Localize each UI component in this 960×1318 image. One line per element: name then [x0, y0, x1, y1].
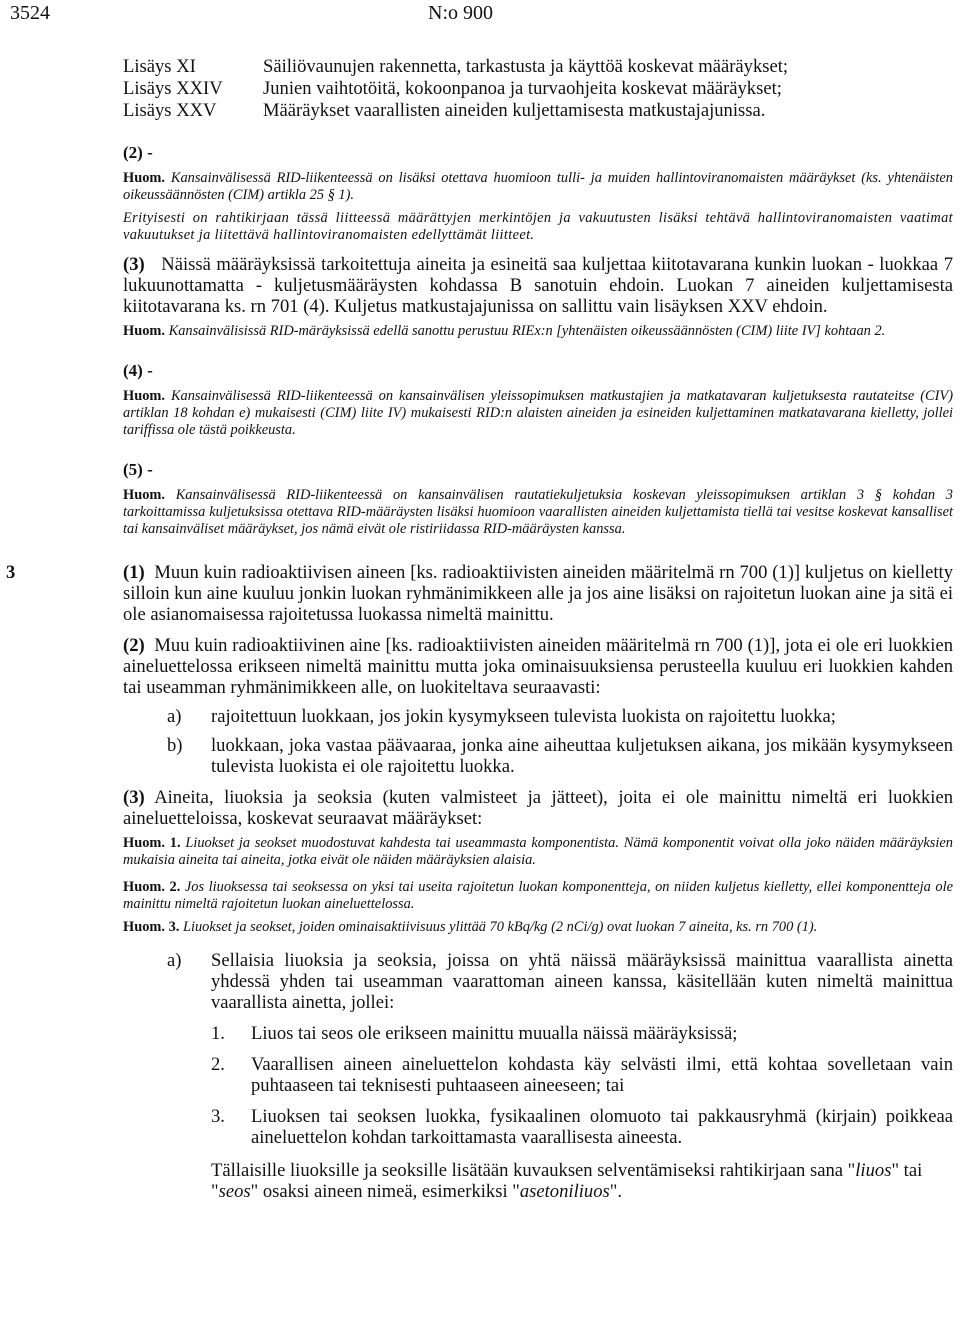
additions-list [123, 56, 953, 122]
tail-emphasis: liuos [855, 1160, 892, 1181]
tail-text: Tällaisille liuoksille ja seoksille lisätään kuvauksen selventämiseksi rahtikirjaan sana " [211, 1160, 856, 1181]
tail-text: ". [609, 1181, 622, 1202]
note-text: Kansainvälisessä RID-liikenteessä on lisäksi otettava huomioon tulli- ja muiden hallintoviranomaisten määräykset (ks. yhtenäisten oikeussäännösten (CIM) artikla 25 § 1). [123, 170, 953, 203]
note-label: Huom. 2. [123, 879, 181, 895]
note-text: Liuokset ja seokset muodostuvat kahdesta tai useammasta komponentista. Nämä komponentit voivat olla joko näiden määräyksien mukaisia aineita tai aineita, jotka eivät ole näiden määräyksien alaisia. [123, 835, 953, 868]
note-label: Huom. [123, 388, 165, 404]
note-label: Huom. [123, 487, 165, 503]
closing-paragraph [123, 1160, 953, 1202]
item-marker: b) [167, 735, 183, 756]
subsection-text: Näissä määräyksissä tarkoitettuja aineita ja esineitä saa kuljettaa kiitotavarana kunkin luokan - luokkaa 7 lukuunottamatta - kuljetusmääräysten kohdassa B sanotuin ehdoin. Luokan 7 aineiden kuljettamisesta kiitotavarana ks. rn 701 (4). Kuljetus matkustajajunissa on sallittu vain lisäyksen XXV ehdoin. [123, 254, 953, 317]
subsection-number: (3) [123, 254, 145, 275]
item-text: luokkaan, joka vastaa päävaaraa, jonka aine aiheuttaa kuljetuksen aikana, jos mikään kysymykseen tulevista luokista ei ole rajoitettu luokka. [211, 735, 953, 777]
subsection-4-heading: (4) - [123, 361, 153, 380]
tail-text: " osaksi aineen nimeä, esimerkiksi " [250, 1181, 520, 1202]
note-2 [123, 879, 953, 913]
note-label: Huom. 1. [123, 835, 181, 851]
note-label: Huom. [123, 323, 165, 339]
item-marker: 1. [211, 1023, 225, 1044]
paragraph-2 [123, 635, 953, 698]
item-text: Vaarallisen aineen aineluettelon kohdasta käy selvästi ilmi, että kohtaa sovelletaan vain puhtaaseen tai teknisesti puhtaaseen aineeseen; tai [251, 1054, 953, 1096]
document-body [6, 56, 954, 1202]
addition-label: Lisäys XXIV [123, 78, 223, 99]
paragraph-1 [123, 562, 953, 625]
sub-list-item [123, 1023, 953, 1044]
paragraph-number: (2) [123, 635, 145, 656]
item-marker: 2. [211, 1054, 225, 1075]
subsection-3 [123, 254, 953, 317]
list-item-a [123, 950, 953, 1013]
note-s5 [123, 487, 953, 538]
note-label: Huom. [123, 170, 165, 186]
addition-row [123, 78, 953, 100]
note-text: Kansainvälisessä RID-liikenteessä on kansainvälisen rautatiekuljetuksia koskevan yleissopimuksen artiklan 3 § kohdan 3 tarkoittamissa kuljetuksissa otettava RID-määräysten lisäksi huomioon vaarallisten aineiden kuljettamista tiellä tai vesitse koskevat kansalliset tai kansainväliset määräykset, jos nämä eivät ole ristiriidassa RID-määräysten kanssa. [123, 487, 953, 537]
subsection-5-heading: (5) - [123, 460, 153, 479]
tail-emphasis: asetoniliuos [519, 1181, 610, 1202]
addition-row [123, 100, 953, 122]
page-header [0, 0, 960, 30]
note-s4 [123, 388, 953, 439]
note-s2 [123, 170, 953, 204]
paragraph-number: (1) [123, 562, 145, 583]
paragraph-text: Muu kuin radioaktiivinen aine [ks. radioaktiivisten aineiden määritelmä rn 700 (1)], jota ei ole eri luokkien aineluettelossa erikseen nimeltä mainittu mutta joka ominaisuuksiensa perusteella kuuluu eri luokkien kahden tai useamman ryhmänimikkeen alle, on luokiteltava seuraavasti: [123, 635, 954, 698]
note-text: Kansainvälisissä RID-märäyksissä edellä sanottu perustuu RIEx:n [yhtenäisten oikeussäännösten (CIM) liite IV] kohtaan 2. [168, 323, 886, 339]
addition-text: Määräykset vaarallisten aineiden kuljettamisesta matkustajajunissa. [263, 100, 766, 121]
addition-label: Lisäys XI [123, 56, 196, 77]
marginal-number: 3 [6, 562, 16, 583]
paragraph-number: (3) [123, 787, 145, 808]
paragraph-text: Muun kuin radioaktiivisen aineen [ks. radioaktiivisten aineiden määritelmä rn 700 (1)] kuljetus on kielletty silloin kun aine kuuluu jonkin luokan ryhmänimikkeen alle ja jos aine lisäksi on rajoitetun luokan aine ja sitä ei ole asianomaisessa rajoitetussa luokassa nimeltä mainittu. [123, 562, 953, 625]
addition-label: Lisäys XXV [123, 100, 217, 121]
item-marker: 3. [211, 1106, 225, 1127]
addition-text: Junien vaihtotöitä, kokoonpanoa ja turvaohjeita koskevat määräykset; [263, 78, 782, 99]
sub-list-item [123, 1106, 953, 1148]
addition-row [123, 56, 953, 78]
paragraph-3 [123, 787, 953, 829]
list-item [123, 706, 953, 727]
note-3 [123, 919, 953, 936]
page-number: 3524 [10, 2, 50, 24]
note-s3 [123, 323, 953, 340]
issue-number: N:o 900 [428, 2, 493, 24]
item-text: rajoitettuun luokkaan, jos jokin kysymykseen tulevista luokista on rajoitettu luokka; [211, 706, 836, 727]
sub-list-item [123, 1054, 953, 1096]
tail-text: " tai " [211, 1160, 923, 1202]
tail-emphasis: seos [218, 1181, 251, 1202]
list-item [123, 735, 953, 777]
subsection-2-heading: (2) - [123, 143, 153, 162]
item-marker: a) [167, 706, 182, 727]
addition-text: Säiliövaunujen rakennetta, tarkastusta ja käyttöä koskevat määräykset; [263, 56, 789, 77]
note-1 [123, 835, 953, 869]
item-text: Liuoksen tai seoksen luokka, fysikaalinen olomuoto tai pakkausryhmä (kirjain) poikkeaa aineluettelon kohdan tarkoittamasta vaarallisesta aineesta. [251, 1106, 953, 1148]
note-text: Jos liuoksessa tai seoksessa on yksi tai useita rajoitetun luokan komponentteja, on niiden kuljetus kielletty, ellei komponentteja ole mainittu nimeltä rajoitetun luokan aineluettelossa. [123, 879, 953, 912]
marginal-section-3 [6, 562, 954, 1202]
item-text: Sellaisia liuoksia ja seoksia, joissa on yhtä näissä määräyksissä mainittua vaarallista ainetta yhdessä yhden tai useamman vaarattoman aineen kanssa, käsitellään kuten nimeltä mainittua vaarallista ainetta, jollei: [211, 950, 953, 1013]
paragraph-text: Aineita, liuoksia ja seoksia (kuten valmisteet ja jätteet), joita ei ole mainittu nimeltä eri luokkien aineluetteloissa, koskevat seuraavat määräykset: [123, 787, 954, 829]
item-text: Liuos tai seos ole erikseen mainittu muualla näissä määräyksissä; [251, 1023, 738, 1044]
note-label: Huom. 3. [123, 919, 180, 935]
item-marker: a) [167, 950, 182, 971]
note-text: Liuokset ja seokset, joiden ominaisaktiivisuus ylittää 70 kBq/kg (2 nCi/g) ovat luokan 7 aineita, ks. rn 700 (1). [182, 919, 818, 935]
note-s2-continued: Erityisesti on rahtikirjaan tässä liitteessä määrättyjen merkintöjen ja vakuutusten lisäksi tehtävä hallintoviranomaisten vaatimat vakuutukset ja liitettävä hallintoviranomaisten edellyttämät liitteet. [123, 210, 953, 243]
note-text: Kansainvälisessä RID-liikenteessä on kansainvälisen yleissopimuksen matkustajien ja matkatavaran kuljetuksesta rautateitse (CIV) artiklan 18 kohdan e) mukaisesti (CIM) liite IV) mukaisesti RID:n alaisten aineiden ja esineiden kuljettaminen matkatavarana kielletty, jollei tariffissa ole tästä poikkeusta. [123, 388, 953, 438]
